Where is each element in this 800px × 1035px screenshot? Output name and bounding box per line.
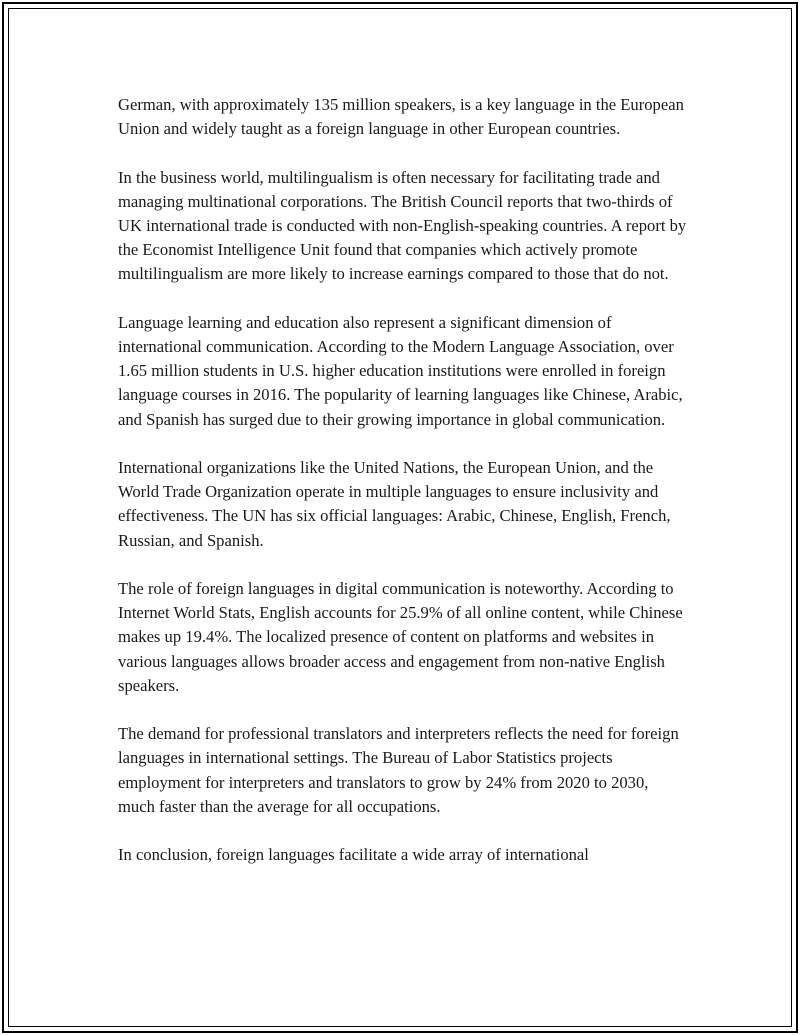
paragraph-education: Language learning and education also represent a significant dimension of international communication. According to the Modern Language Association, over 1.65 million students in U.S. higher education institutions were enrolled in foreign language courses in 2016. The popularity of learning languages like Chinese, Arabic, and Spanish has surged due to their growing importance in global communication. bbox=[118, 312, 683, 429]
paragraph-digital: The role of foreign languages in digital communication is noteworthy. According to Internet World Stats, English accounts for 25.9% of all online content, while Chinese makes up 19.4%. The localized presence of content on platforms and websites in various languages allows broader access and engagement from non-native English speakers. bbox=[118, 579, 683, 695]
paragraph-german: German, with approximately 135 million speakers, is a key language in the European Union and widely taught as a foreign language in other European countries. bbox=[118, 95, 684, 139]
document-body bbox=[118, 93, 688, 892]
paragraph-translators: The demand for professional translators and interpreters reflects the need for foreign languages in international settings. The Bureau of Labor Statistics projects employment for interpreters and translators to grow by 24% from 2020 to 2030, much faster than the average for all occupations. bbox=[118, 724, 679, 816]
paragraph-business: In the business world, multilingualism is often necessary for facilitating trade and managing multinational corporations. The British Council reports that two-thirds of UK international trade is conducted with non-English-speaking countries. A report by the Economist Intelligence Unit found that companies which actively promote multilingualism are more likely to increase earnings compared to those that do not. bbox=[118, 167, 687, 284]
paragraph-conclusion: In conclusion, foreign languages facilitate a wide array of international bbox=[118, 845, 589, 865]
paragraph-organizations: International organizations like the United Nations, the European Union, and the World Trade Organization operate in multiple languages to ensure inclusivity and effectiveness. The UN has six official languages: Arabic, Chinese, English, French, Russian, and Spanish. bbox=[118, 458, 671, 550]
